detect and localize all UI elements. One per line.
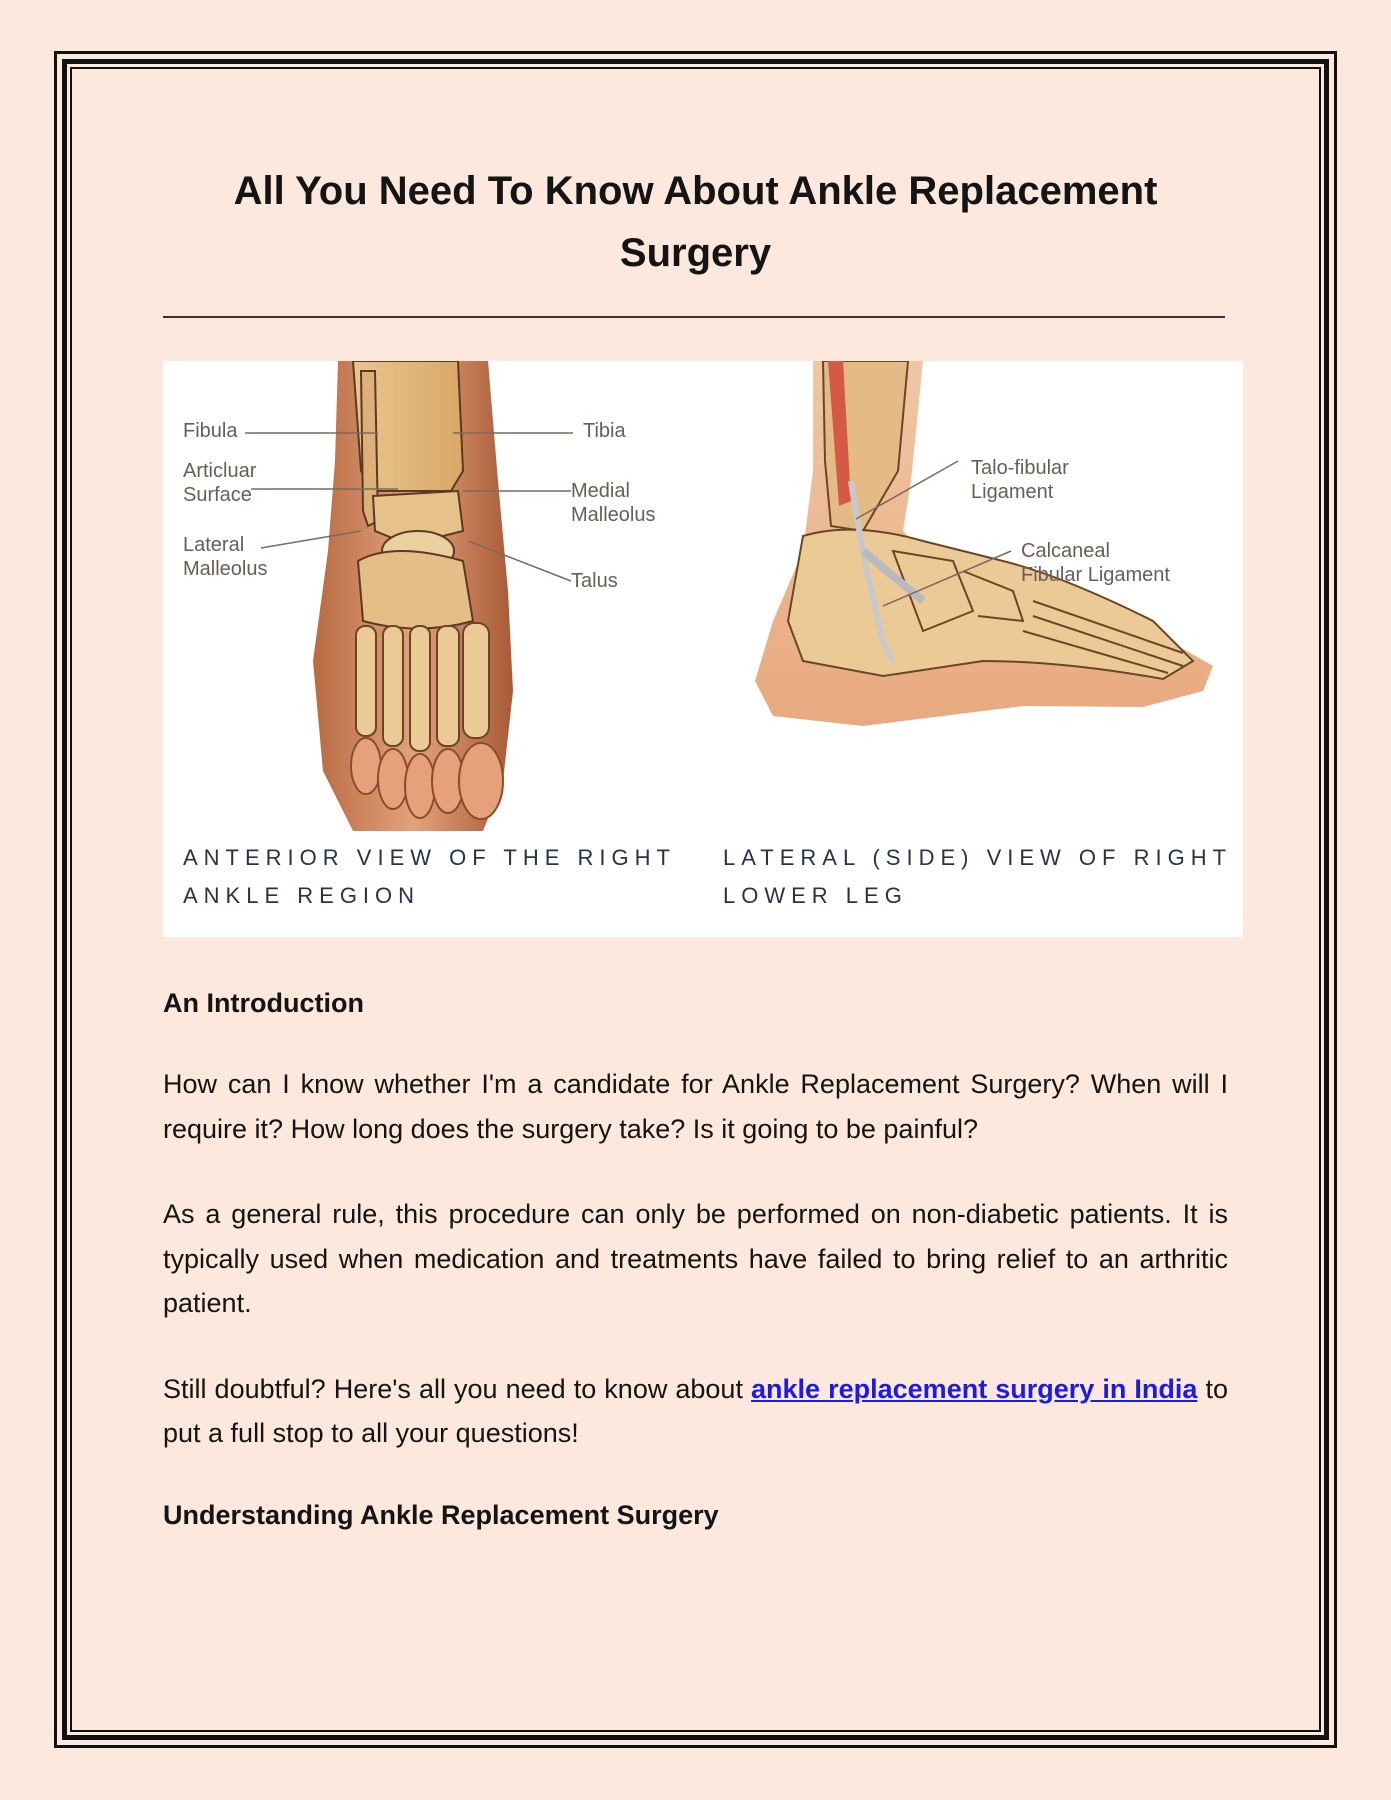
label-talo-fibular-2: Ligament [971, 481, 1054, 503]
label-talus: Talus [571, 570, 618, 592]
label-calcaneal-2: Fibular Ligament [1021, 564, 1170, 586]
caption-anterior-line-2: ANKLE REGION [183, 883, 421, 908]
title-divider [163, 316, 1225, 318]
label-fibula: Fibula [183, 420, 238, 442]
label-lateral-1: Lateral [183, 534, 245, 556]
label-medial-1: Medial [571, 480, 630, 502]
paragraph-3 [163, 1367, 1228, 1456]
lateral-foot-drawing [755, 361, 1213, 726]
label-articular-1: Articluar [183, 460, 257, 482]
caption-anterior-line-1: ANTERIOR VIEW OF THE RIGHT [183, 845, 676, 870]
label-talo-fibular-1: Talo-fibular [971, 457, 1069, 479]
intro-heading: An Introduction [163, 988, 364, 1018]
caption-lateral-line-2: LOWER LEG [723, 883, 908, 908]
paragraph-2: As a general rule, this procedure can only be performed on non-diabetic patients. It is typically used when medication and treatments have failed to bring relief to an arthritic patient. [163, 1199, 1228, 1318]
label-tibia: Tibia [583, 420, 626, 442]
label-medial-2: Malleolus [571, 504, 656, 526]
document-title: All You Need To Know About Ankle Replacement Surgery [233, 169, 1158, 275]
label-articular-2: Surface [183, 484, 252, 506]
anterior-foot-drawing [245, 361, 573, 831]
paragraph-3-text-start: Still doubtful? Here's all you need to know about [163, 1373, 752, 1404]
ankle-anatomy-figure [163, 361, 1243, 937]
paragraph-3-text-end: to put a full stop to all your questions! [163, 1373, 1228, 1448]
caption-lateral-line-1: LATERAL (SIDE) VIEW OF RIGHT [723, 845, 1233, 870]
section-heading: Understanding Ankle Replacement Surgery [163, 1499, 719, 1530]
label-calcaneal-1: Calcaneal [1021, 540, 1110, 562]
ankle-surgery-india-link[interactable]: ankle replacement surgery in India [751, 1373, 1198, 1404]
paragraph-1: How can I know whether I'm a candidate for Ankle Replacement Surgery? When will I require it? How long does the surgery take? Is it going to be painful? [163, 1069, 1228, 1144]
document-body [163, 150, 1233, 1533]
label-lateral-2: Malleolus [183, 558, 268, 580]
